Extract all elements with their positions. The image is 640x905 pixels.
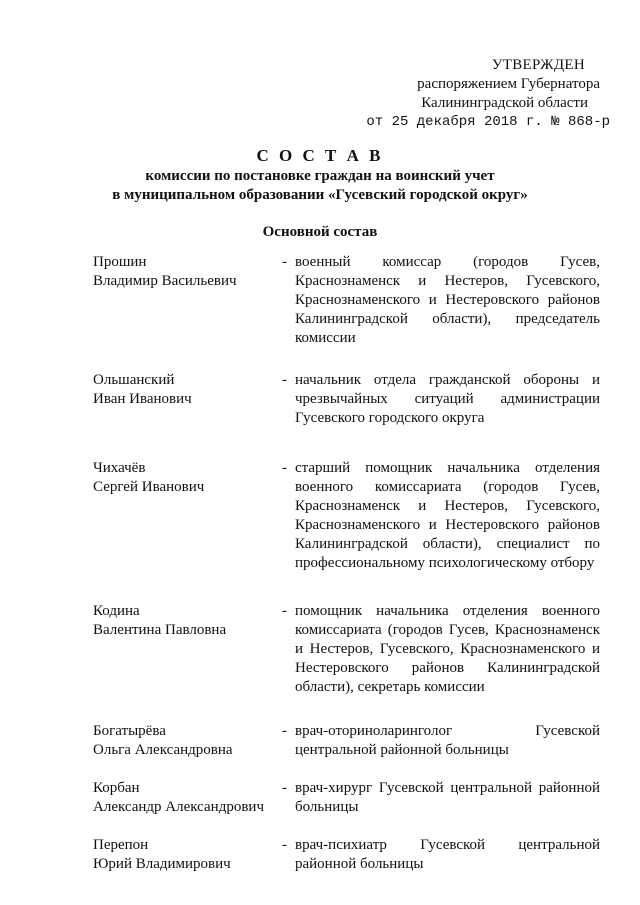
separator-dash: - — [282, 254, 287, 270]
member-given-name: Ольга Александровна — [93, 742, 233, 758]
member-surname: Кодина — [93, 603, 140, 619]
member-surname: Богатырёва — [93, 723, 166, 739]
member-given-name: Владимир Васильевич — [93, 273, 237, 289]
member-name — [93, 253, 283, 291]
member-role: старший помощник начальника отделения военного комиссариата (городов Гусев, Краснознаменск и Нестеров, Гусевского, Краснознаменского и Нестеровского районов Калининградской области), специалист по профессиональному психологическому отбору — [295, 460, 600, 571]
separator-dash: - — [282, 460, 287, 476]
member-name — [93, 722, 283, 760]
separator-dash: - — [282, 372, 287, 388]
member-name — [93, 459, 283, 497]
separator-dash: - — [282, 837, 287, 853]
member-role: врач-психиатр Гусевской центральной районной больницы — [295, 837, 600, 872]
approval-title: УТВЕРЖДЕН — [491, 57, 585, 73]
member-row — [93, 459, 600, 573]
document-subtitle-1: комиссии по постановке граждан на воинский учет — [145, 168, 495, 184]
member-surname: Чихачёв — [93, 460, 146, 476]
member-surname: Перепон — [93, 837, 149, 853]
member-surname: Прошин — [93, 254, 147, 270]
member-name — [93, 779, 283, 817]
document-title — [0, 145, 640, 205]
member-row — [93, 779, 600, 817]
approval-stamp — [360, 56, 610, 132]
member-role: помощник начальника отделения военного комиссариата (городов Гусев, Краснознаменск и Нестеров, Гусевского, Краснознаменского и Нестеровского районов Калининградской области), секретарь комиссии — [295, 603, 600, 695]
members-list — [93, 253, 600, 874]
approval-order: от 25 декабря 2018 г. № 868-р — [366, 114, 610, 130]
approval-region: Калининградской области — [421, 95, 588, 111]
member-row — [93, 836, 600, 874]
separator-dash: - — [282, 723, 287, 739]
member-given-name: Юрий Владимирович — [93, 856, 231, 872]
separator-dash: - — [282, 603, 287, 619]
section-title: Основной состав — [262, 224, 378, 240]
member-given-name: Сергей Иванович — [93, 479, 205, 495]
member-row — [93, 602, 600, 697]
member-surname: Ольшанский — [93, 372, 175, 388]
member-given-name: Александр Александрович — [93, 799, 264, 815]
member-role: начальник отдела гражданской обороны и чрезвычайных ситуаций администрации Гусевского городского округа — [295, 372, 600, 426]
member-given-name: Иван Иванович — [93, 391, 192, 407]
member-row — [93, 253, 600, 348]
member-given-name: Валентина Павловна — [93, 622, 227, 638]
member-name — [93, 371, 283, 409]
member-row — [93, 371, 600, 428]
member-name — [93, 602, 283, 640]
approval-by: распоряжением Губернатора — [417, 76, 600, 92]
member-role: военный комиссар (городов Гусев, Краснознаменск и Нестеров, Гусевского, Краснознаменского и Нестеровского районов Калининградской области), председатель комиссии — [295, 254, 600, 346]
member-role: врач-оториноларинголог Гусевской центральной районной больницы — [295, 723, 600, 758]
member-surname: Корбан — [93, 780, 140, 796]
document-subtitle-2: в муниципальном образовании «Гусевский городской округ» — [112, 187, 528, 203]
member-row — [93, 722, 600, 760]
separator-dash: - — [282, 780, 287, 796]
member-role: врач-хирург Гусевской центральной районной больницы — [295, 780, 600, 815]
member-name — [93, 836, 283, 874]
document-heading: С О С Т А В — [256, 146, 384, 165]
